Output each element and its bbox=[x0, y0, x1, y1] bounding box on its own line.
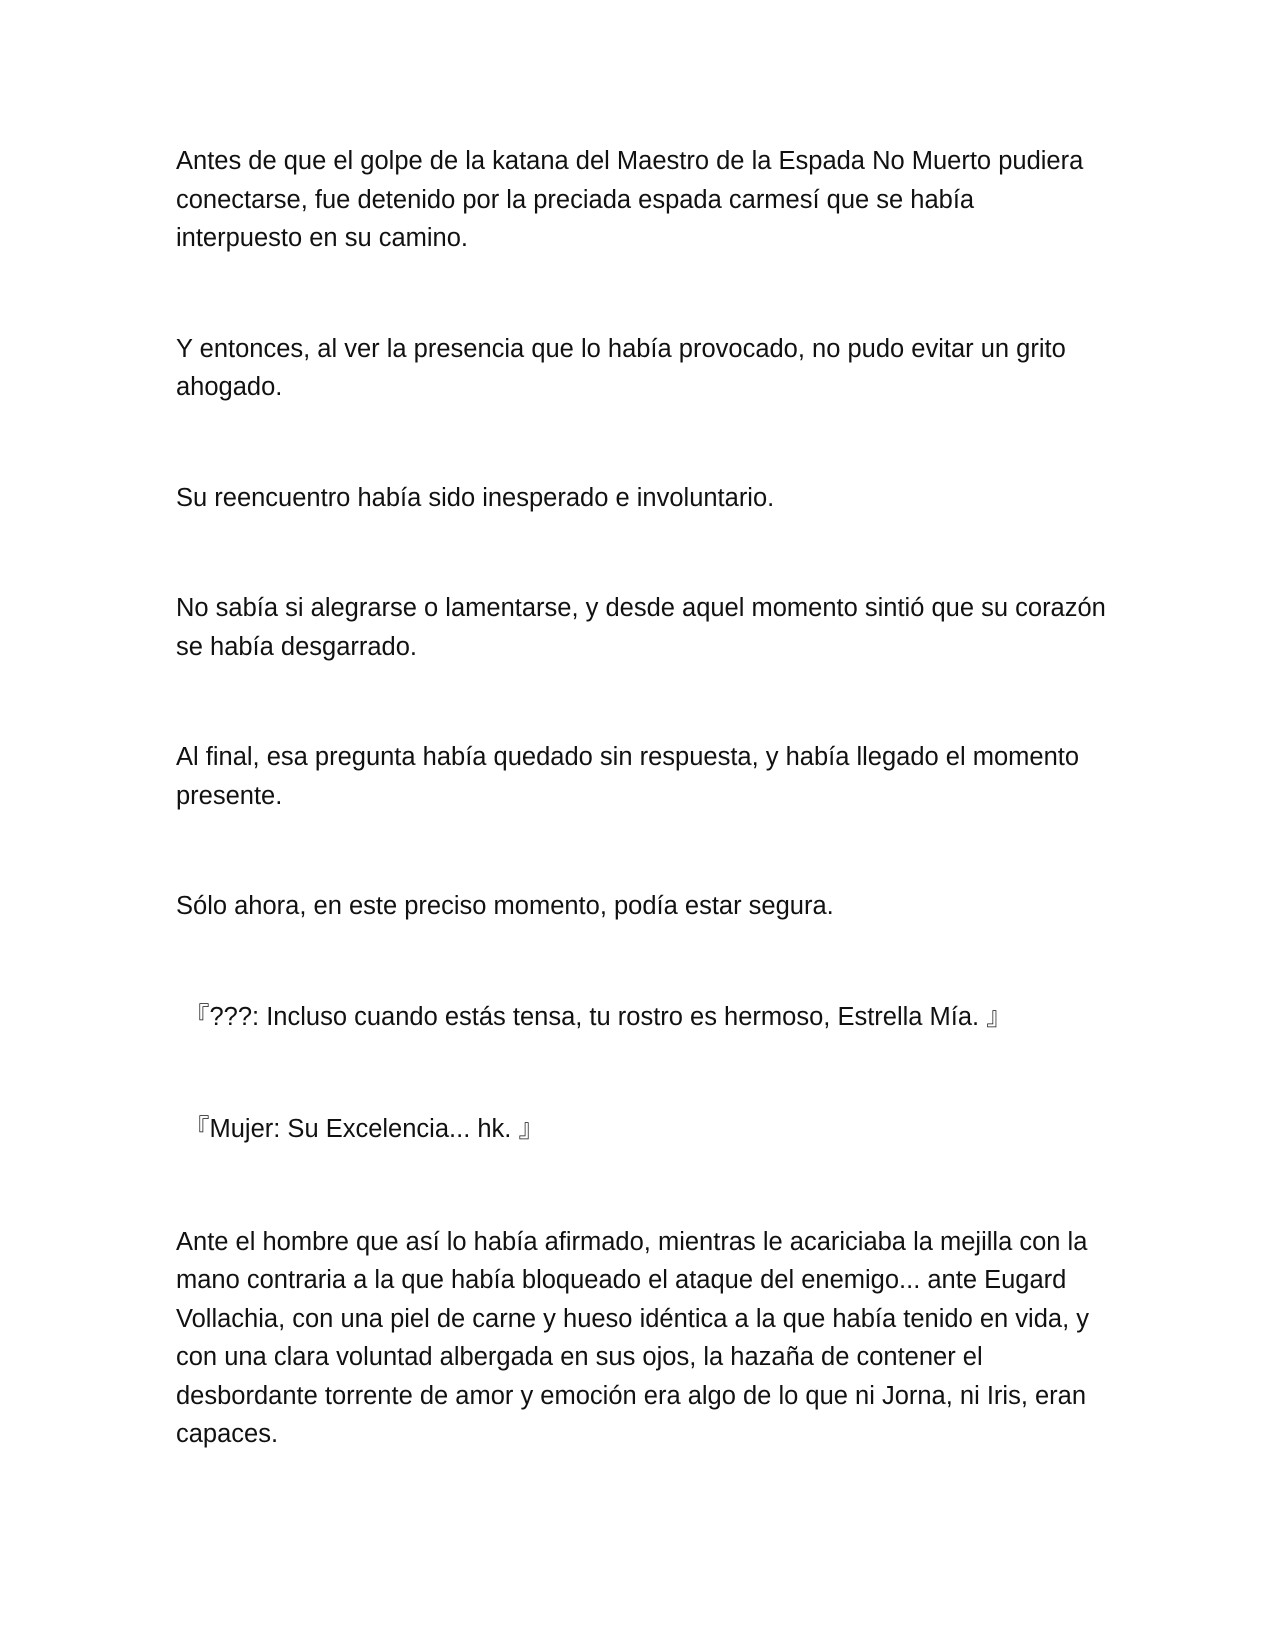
document-body bbox=[176, 142, 1106, 1526]
paragraph-5: Al final, esa pregunta había quedado sin respuesta, y había llegado el momento presente. bbox=[176, 743, 1080, 810]
dialogue-line-2: 『Mujer: Su Excelencia... hk. 』 bbox=[184, 1115, 544, 1143]
dialogue-line-1: 『???: Incluso cuando estás tensa, tu rostro es hermoso, Estrella Mía. 』 bbox=[184, 1002, 1012, 1031]
paragraph-3: Su reencuentro había sido inesperado e involuntario. bbox=[176, 483, 775, 512]
paragraph-6: Sólo ahora, en este preciso momento, podía estar segura. bbox=[176, 892, 834, 920]
paragraph-2: Y entonces, al ver la presencia que lo había provocado, no pudo evitar un grito ahogado. bbox=[176, 334, 1066, 401]
paragraph-4: No sabía si alegrarse o lamentarse, y desde aquel momento sintió que su corazón se había desgarrado. bbox=[176, 594, 1106, 661]
paragraph-9: Ante el hombre que así lo había afirmado, mientras le acariciaba la mejilla con la mano contraria a la que había bloqueado el ataque del enemigo... ante Eugard Vollachia, con una piel de carne y hueso idéntica a la que había tenido en vida, y con una clara voluntad albergada en sus ojos, la hazaña de contener el desbordante torrente de amor y emoción era algo de lo que ni Jorna, ni Iris, eran capaces. bbox=[176, 1227, 1089, 1448]
paragraph-1: Antes de que el golpe de la katana del Maestro de la Espada No Muerto pudiera conectarse, fue detenido por la preciada espada carmesí que se había interpuesto en su camino. bbox=[176, 147, 1084, 252]
